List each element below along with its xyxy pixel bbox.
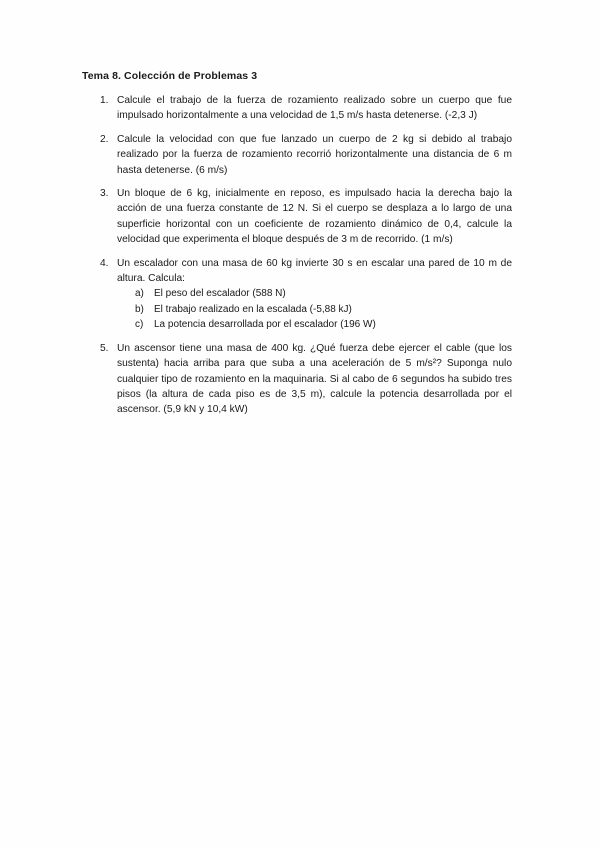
sub-question-list (117, 286, 512, 332)
problem-number: 2. (100, 133, 109, 145)
problem-number: 1. (100, 95, 109, 106)
sub-question-text: El trabajo realizado en la escalada (-5,88 kJ) (154, 303, 352, 315)
sub-question-a (135, 286, 512, 301)
problem-item-2 (82, 132, 512, 178)
problem-text: Calcule la velocidad con que fue lanzado un cuerpo de 2 kg si debido al trabajo realizado por la fuerza de rozamiento recorrió horizontalmente una distancia de 6 m hasta detenerse. (6 m/s) (117, 133, 512, 176)
document-title: Tema 8. Colección de Problemas 3 (82, 70, 258, 82)
sub-question-letter: b) (135, 303, 144, 315)
sub-question-letter: a) (135, 288, 144, 300)
problem-item-5 (82, 341, 512, 418)
sub-question-c (135, 317, 512, 332)
problem-text: Un ascensor tiene una masa de 400 kg. ¿Qué fuerza debe ejercer el cable (que los sustenta) hacia arriba para que suba a una aceleración de 5 m/s²? Suponga nulo cualquier tipo de rozamiento en la maquinaria. Si al cabo de 6 segundos ha subido tres pisos (la altura de cada piso es de 3,5 m), calcule la potencia desarrollada por el ascensor. (5,9 kN y 10,4 kW) (117, 342, 512, 416)
problem-item-3 (82, 186, 512, 248)
sub-question-text: La potencia desarrollada por el escalador (196 W) (154, 319, 376, 331)
problem-list (82, 93, 512, 426)
problem-item-4 (82, 256, 512, 333)
problem-text: Calcule el trabajo de la fuerza de rozamiento realizado sobre un cuerpo que fue impulsado horizontalmente a una velocidad de 1,5 m/s hasta detenerse. (-2,3 J) (117, 95, 512, 122)
problem-item-1 (82, 93, 512, 124)
problem-number: 4. (100, 257, 109, 269)
problem-text: Un escalador con una masa de 60 kg invierte 30 s en escalar una pared de 10 m de altura. Calcula: (117, 257, 512, 285)
problem-number: 5. (100, 342, 109, 354)
problem-text: Un bloque de 6 kg, inicialmente en reposo, es impulsado hacia la derecha bajo la acción de una fuerza constante de 12 N. Si el cuerpo se desplaza a lo largo de una superficie horizontal con un coeficiente de rozamiento dinámico de 0,4, calcule la velocidad que experimenta el bloque después de 3 m de recorrido. (1 m/s) (117, 188, 512, 246)
sub-question-b (135, 302, 512, 317)
problem-number: 3. (100, 188, 109, 200)
sub-question-letter: c) (135, 319, 144, 331)
sub-question-text: El peso del escalador (588 N) (154, 288, 286, 300)
